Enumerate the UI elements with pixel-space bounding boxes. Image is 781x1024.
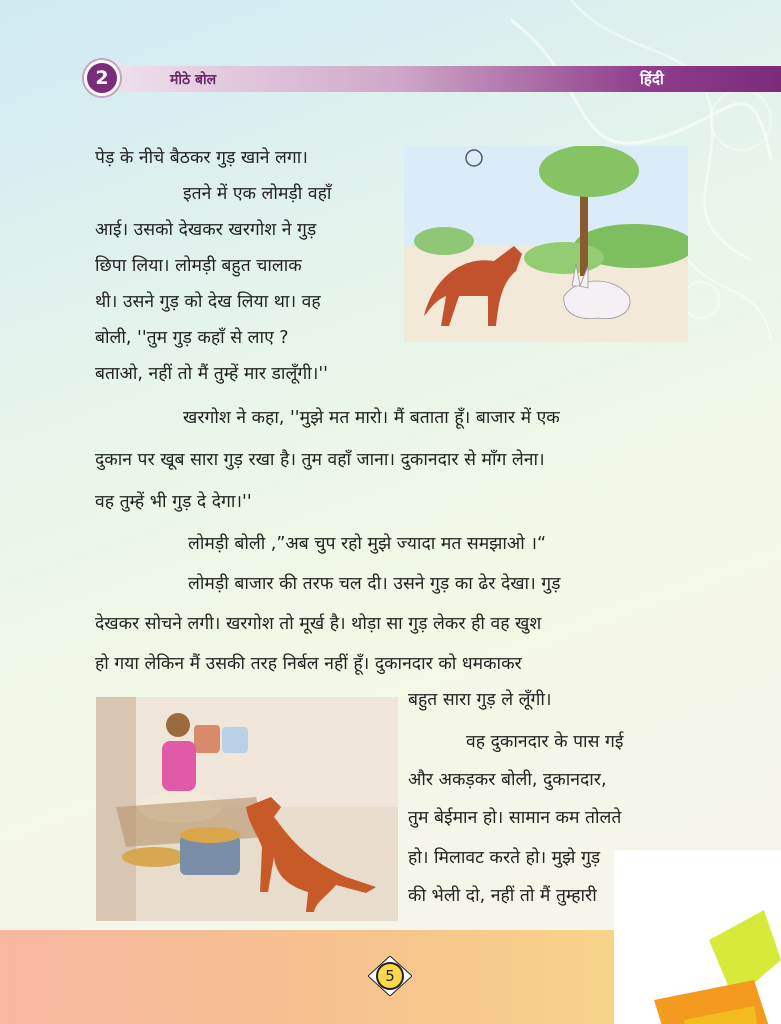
text-line-17: और अकड़कर बोली, दुकानदार, xyxy=(408,770,607,790)
text-line-9: दुकान पर खूब सारा गुड़ रखा है। तुम वहाँ जाना। दुकानदार से माँग लेना। xyxy=(95,450,545,470)
text-line-18: तुम बेईमान हो। सामान कम तोलते xyxy=(408,808,622,828)
text-line-13: देखकर सोचने लगी। खरगोश तो मूर्ख है। थोड़ा सा गुड़ लेकर ही वह खुश xyxy=(95,614,542,634)
chapter-title: मीठे बोल xyxy=(170,72,217,88)
text-line-10: वह तुम्हें भी गुड़ दे देगा।'' xyxy=(95,492,252,512)
text-line-4: छिपा लिया। लोमड़ी बहुत चालाक xyxy=(95,256,302,276)
text-line-5: थी। उसने गुड़ को देख लिया था। वह xyxy=(95,292,321,312)
text-line-15: बहुत सारा गुड़ ले लूँगी। xyxy=(408,690,552,710)
text-line-12: लोमड़ी बाजार की तरफ चल दी। उसने गुड़ का ढेर देखा। गुड़ xyxy=(188,574,561,594)
text-line-11: लोमड़ी बोली ,”अब चुप रहो मुझे ज्यादा मत समझाओ ।“ xyxy=(188,534,547,554)
text-line-3: आई। उसको देखकर खरगोश ने गुड़ xyxy=(95,220,317,240)
decorative-leaves xyxy=(614,850,781,1024)
text-line-19: हो। मिलावट करते हो। मुझे गुड़ xyxy=(408,848,601,868)
text-line-20: की भेली दो, नहीं तो मैं तुम्हारी xyxy=(408,886,597,906)
page-number: 5 xyxy=(376,962,404,990)
text-line-7: बताओ, नहीं तो मैं तुम्हें मार डालूँगी।'' xyxy=(95,364,328,384)
subject-label: हिंदी xyxy=(640,70,664,88)
text-line-6: बोली, ''तुम गुड़ कहाँ से लाए ? xyxy=(95,328,289,348)
chapter-number-badge: 2 xyxy=(84,60,120,96)
text-line-14: हो गया लेकिन मैं उसकी तरह निर्बल नहीं हूँ। दुकानदार को धमकाकर xyxy=(95,654,522,674)
text-line-1: पेड़ के नीचे बैठकर गुड़ खाने लगा। xyxy=(95,148,308,168)
shopkeeper-fox-illustration xyxy=(96,697,398,921)
text-line-2: इतने में एक लोमड़ी वहाँ xyxy=(183,184,332,204)
text-line-16: वह दुकानदार के पास गई xyxy=(466,732,624,752)
fox-rabbit-illustration xyxy=(404,146,688,342)
text-line-8: खरगोश ने कहा, ''मुझे मत मारो। मैं बताता हूँ। बाजार में एक xyxy=(183,408,560,428)
